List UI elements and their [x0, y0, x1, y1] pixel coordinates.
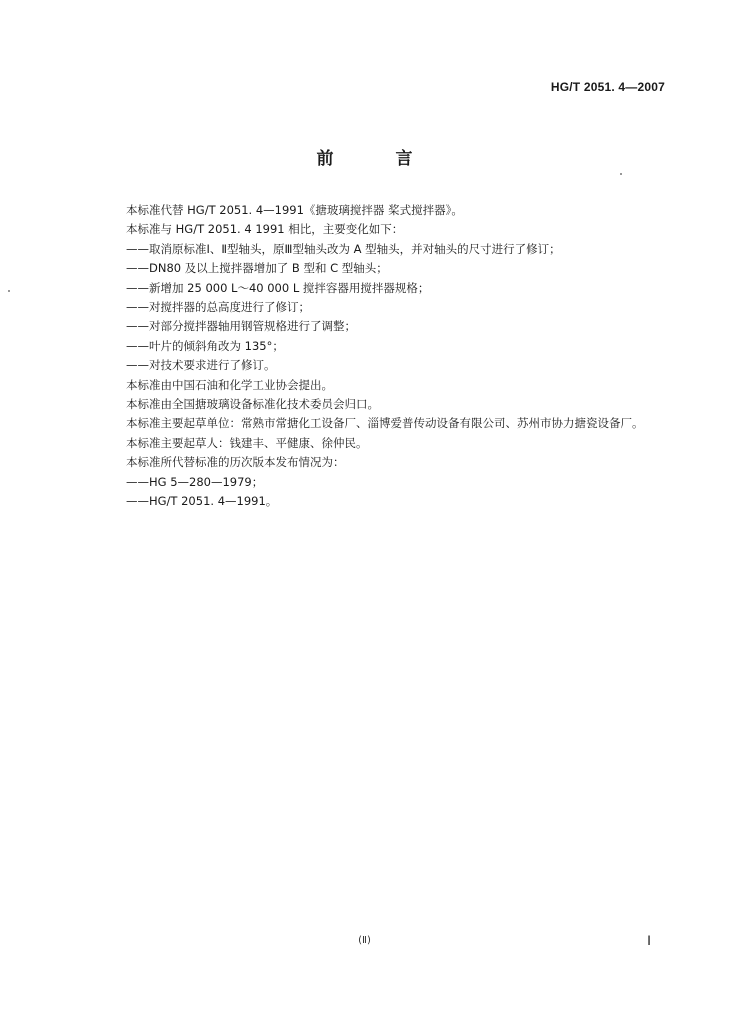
page-title: 前 言: [316, 149, 441, 169]
list-item: ——HG 5—280—1979；: [126, 474, 264, 489]
list-item: ——HG/T 2051. 4—1991。: [126, 494, 278, 509]
paragraph-drafting-units: 本标准主要起草单位：常熟市常搪化工设备厂、淄博爱普传动设备有限公司、苏州市协力搪瓷设备厂。: [126, 416, 644, 431]
list-item: ——DN80 及以上搅拌器增加了 B 型和 C 型轴头；: [126, 261, 388, 276]
foreword-body: [103, 201, 665, 512]
paragraph-history-intro: 本标准所代替标准的历次版本发布情况为：: [126, 455, 345, 470]
paragraph-administration: 本标准由全国搪玻璃设备标准化技术委员会归口。: [126, 397, 379, 412]
scan-speck: [8, 290, 10, 292]
footer-code: (Ⅱ): [358, 935, 371, 946]
paragraph-replaces: 本标准代替 HG/T 2051. 4—1991《搪玻璃搅拌器 桨式搅拌器》。: [126, 203, 463, 217]
list-item: ——新增加 25 000 L～40 000 L 搅拌容器用搅拌器规格；: [126, 280, 430, 295]
list-item: ——取消原标准Ⅰ、Ⅱ型轴头，原Ⅲ型轴头改为 A 型轴头，并对轴头的尺寸进行了修订；: [126, 241, 561, 256]
scan-speck: [620, 173, 622, 175]
list-item: ——叶片的倾斜角改为 135°；: [126, 338, 284, 353]
paragraph-drafters: 本标准主要起草人：钱建丰、平健康、徐仲民。: [126, 435, 368, 450]
paragraph-changes-intro: 本标准与 HG/T 2051. 4 1991 相比，主要变化如下：: [126, 222, 404, 237]
standard-code: HG/T 2051. 4—2007: [550, 80, 665, 94]
paragraph-proposer: 本标准由中国石油和化学工业协会提出。: [126, 377, 333, 392]
page-number: Ⅰ: [647, 933, 651, 948]
list-item: ——对部分搅拌器轴用钢管规格进行了调整；: [126, 319, 356, 334]
list-item: ——对技术要求进行了修订。: [126, 358, 276, 373]
list-item: ——对搅拌器的总高度进行了修订；: [126, 300, 310, 315]
